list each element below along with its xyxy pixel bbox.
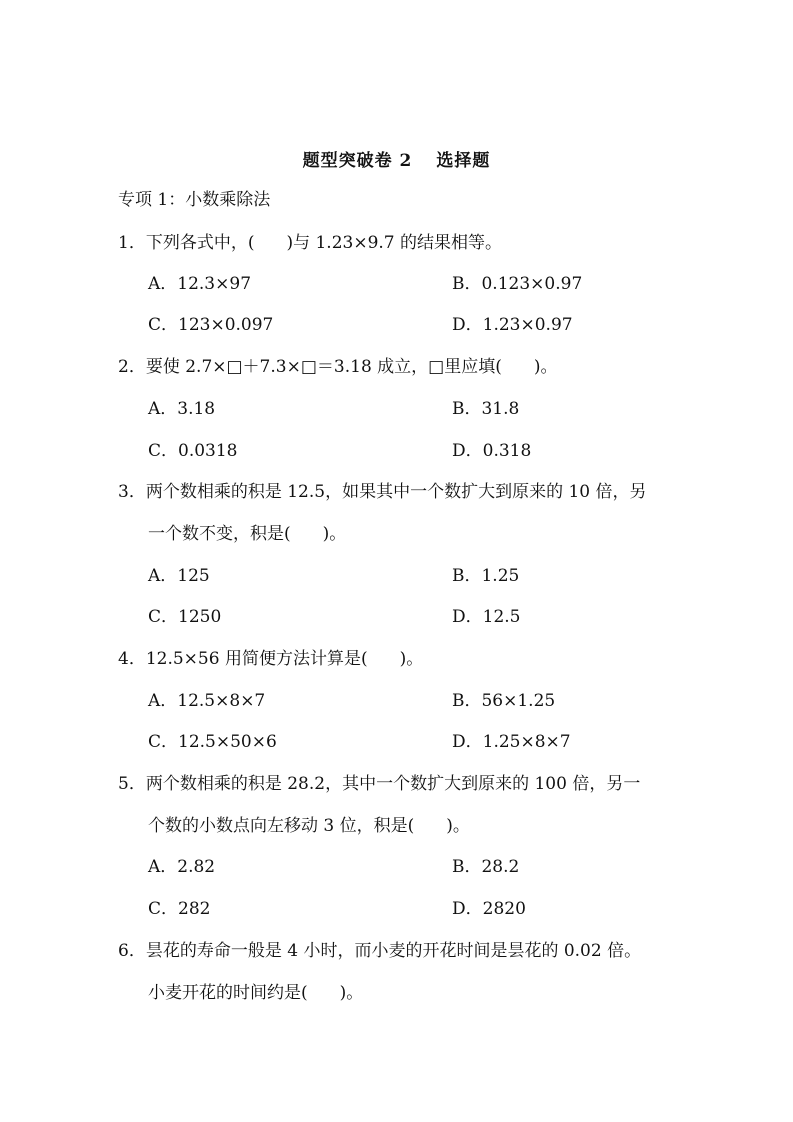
question-3-option-b: B．1.25 bbox=[452, 566, 520, 586]
question-2-option-a: A．3.18 bbox=[148, 399, 216, 419]
question-5-stem-continued: 个数的小数点向左移动 3 位，积是( )。 bbox=[148, 816, 470, 836]
question-4-option-c: C．12.5×50×6 bbox=[148, 732, 277, 752]
question-5-stem: 5．两个数相乘的积是 28.2，其中一个数扩大到原来的 100 倍，另一 bbox=[118, 774, 641, 794]
question-1-option-c: C．123×0.097 bbox=[148, 315, 274, 335]
question-2-option-c: C．0.0318 bbox=[148, 441, 238, 461]
section-heading: 专项 1：小数乘除法 bbox=[118, 190, 271, 210]
question-2-option-b: B．31.8 bbox=[452, 399, 520, 419]
question-1-option-b: B．0.123×0.97 bbox=[452, 274, 583, 294]
question-4-option-a: A．12.5×8×7 bbox=[148, 691, 266, 711]
question-5-option-d: D．2820 bbox=[452, 899, 526, 919]
title-sub: 选择题 bbox=[436, 151, 491, 171]
question-4-option-d: D．1.25×8×7 bbox=[452, 732, 571, 752]
page-title bbox=[0, 146, 793, 171]
question-4-option-b: B．56×1.25 bbox=[452, 691, 556, 711]
question-5-option-c: C．282 bbox=[148, 899, 211, 919]
question-6-stem: 6．昙花的寿命一般是 4 小时，而小麦的开花时间是昙花的 0.02 倍。 bbox=[118, 941, 642, 961]
question-3-option-a: A．125 bbox=[148, 566, 210, 586]
question-1-option-a: A．12.3×97 bbox=[148, 274, 252, 294]
question-4-stem: 4．12.5×56 用简便方法计算是( )。 bbox=[118, 649, 424, 669]
question-3-option-c: C．1250 bbox=[148, 607, 222, 627]
question-6-stem-continued: 小麦开花的时间约是( )。 bbox=[148, 983, 364, 1003]
question-5-option-a: A．2.82 bbox=[148, 857, 216, 877]
question-1-stem: 1．下列各式中，( )与 1.23×9.7 的结果相等。 bbox=[118, 233, 503, 253]
question-5-option-b: B．28.2 bbox=[452, 857, 520, 877]
question-3-stem-continued: 一个数不变，积是( )。 bbox=[148, 524, 347, 544]
question-3-option-d: D．12.5 bbox=[452, 607, 521, 627]
question-2-option-d: D．0.318 bbox=[452, 441, 532, 461]
question-3-stem: 3．两个数相乘的积是 12.5，如果其中一个数扩大到原来的 10 倍，另 bbox=[118, 482, 647, 502]
question-2-stem: 2．要使 2.7×□＋7.3×□＝3.18 成立，□里应填( )。 bbox=[118, 357, 558, 377]
question-1-option-d: D．1.23×0.97 bbox=[452, 315, 573, 335]
title-main: 题型突破卷 2 bbox=[302, 151, 413, 171]
